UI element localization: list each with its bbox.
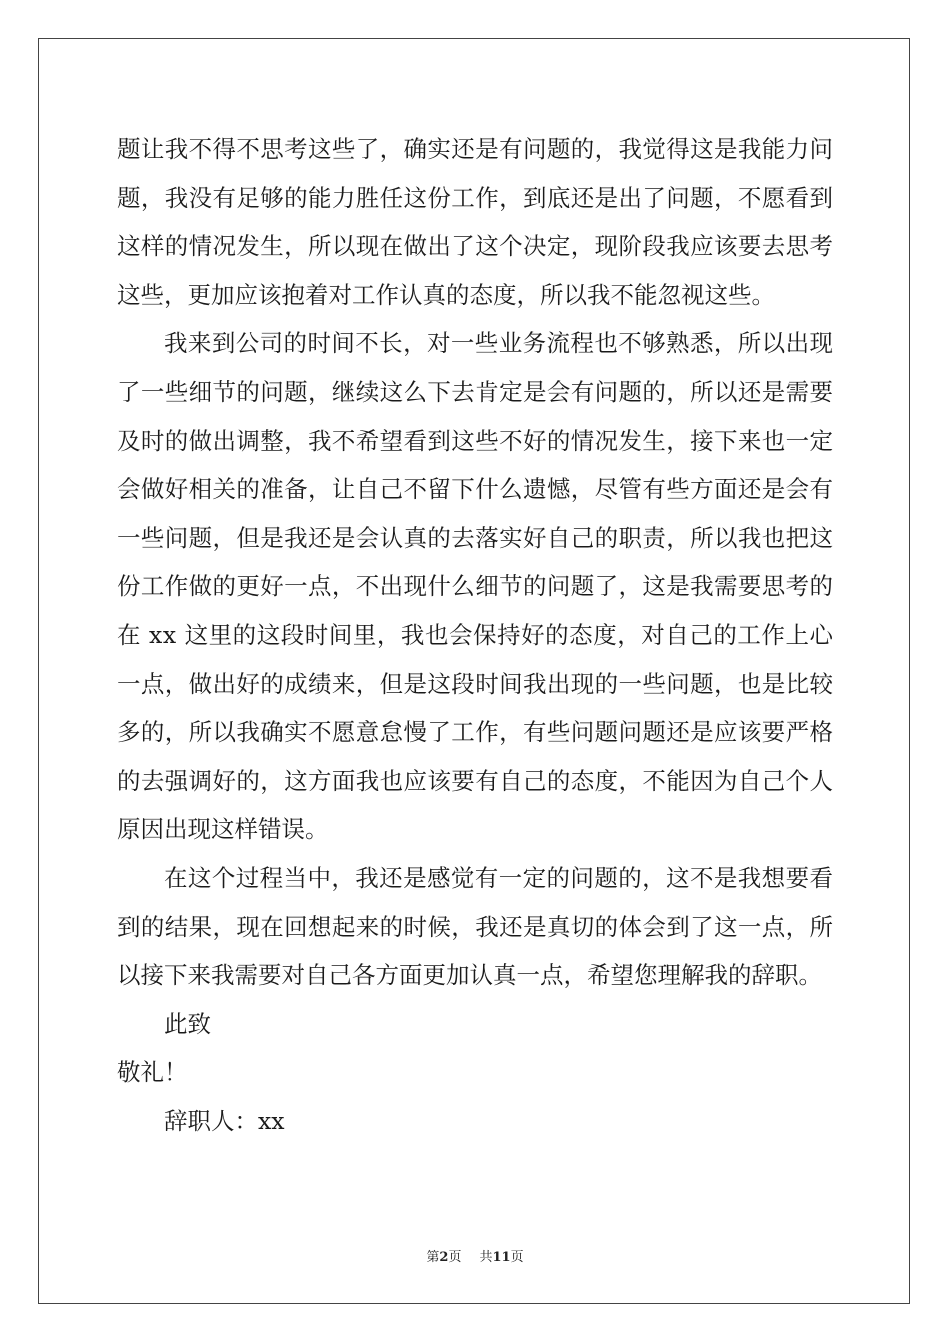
text-line: 及时的做出调整，我不希望看到这些不好的情况发生，接下来也一定 xyxy=(117,426,834,455)
text-line: 在 xx 这里的这段时间里，我也会保持好的态度，对自己的工作上心 xyxy=(117,620,834,649)
text-line: 到的结果，现在回想起来的时候，我还是真切的体会到了这一点，所 xyxy=(117,912,834,941)
page-current: 2 xyxy=(439,1250,449,1265)
text-line: 这样的情况发生，所以现在做出了这个决定，现阶段我应该要去思考 xyxy=(117,232,834,261)
total-prefix: 共 xyxy=(479,1250,493,1265)
page-suffix: 页 xyxy=(448,1250,462,1265)
document-body xyxy=(117,125,833,1145)
text-line: 题让我不得不思考这些了，确实还是有问题的，我觉得这是我能力问 xyxy=(117,135,834,163)
text-line: 多的，所以我确实不愿意怠慢了工作，有些问题问题还是应该要严格 xyxy=(117,718,834,747)
text-line: 原因出现这样错误。 xyxy=(117,815,329,844)
text-line: 在这个过程当中，我还是感觉有一定的问题的，这不是我想要看 xyxy=(164,863,834,892)
page-prefix: 第 xyxy=(426,1250,440,1265)
text-line: 份工作做的更好一点，不出现什么细节的问题了，这是我需要思考的 xyxy=(117,572,834,601)
text-line: 我来到公司的时间不长，对一些业务流程也不够熟悉，所以出现 xyxy=(164,329,834,358)
signature-line: 辞职人：xx xyxy=(164,1106,285,1135)
text-line: 一些问题，但是我还是会认真的去落实好自己的职责，所以我也把这 xyxy=(117,523,834,552)
text-line: 题，我没有足够的能力胜任这份工作，到底还是出了问题，不愿看到 xyxy=(117,183,834,212)
text-line: 会做好相关的准备，让自己不留下什么遗憾，尽管有些方面还是会有 xyxy=(117,475,834,504)
page-total: 11 xyxy=(492,1250,511,1265)
text-line: 一点，做出好的成绩来，但是这段时间我出现的一些问题，也是比较 xyxy=(117,669,834,698)
text-line: 的去强调好的，这方面我也应该要有自己的态度，不能因为自己个人 xyxy=(117,766,834,795)
closing-salutation: 此致 xyxy=(164,1009,211,1038)
text-line: 以接下来我需要对自己各方面更加认真一点，希望您理解我的辞职。 xyxy=(117,961,822,990)
text-line: 这些，更加应该抱着对工作认真的态度，所以我不能忽视这些。 xyxy=(117,280,775,309)
total-suffix: 页 xyxy=(510,1250,524,1265)
page-footer xyxy=(0,1246,950,1265)
text-line: 了一些细节的问题，继续这么下去肯定是会有问题的，所以还是需要 xyxy=(117,377,834,406)
closing-regards: 敬礼！ xyxy=(117,1058,188,1087)
